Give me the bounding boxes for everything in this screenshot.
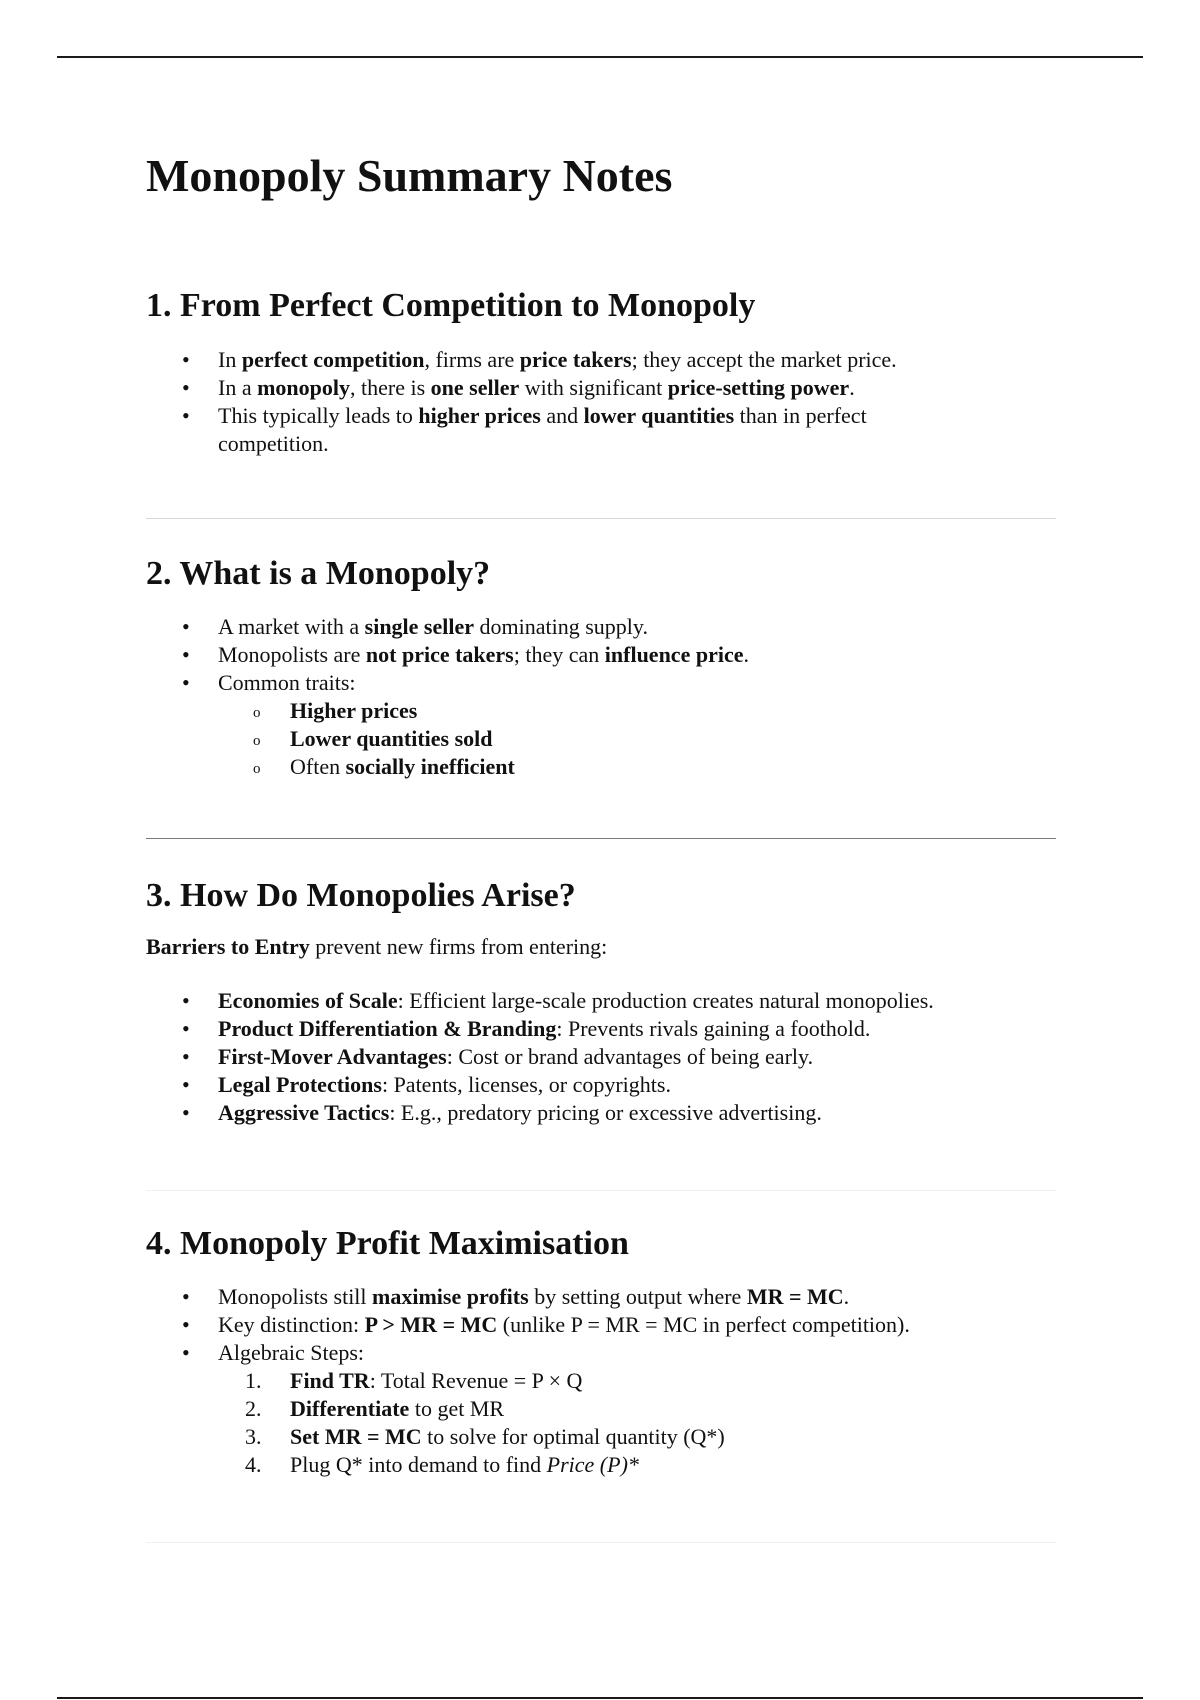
bullet-list: [146, 987, 1056, 1127]
list-item: • Common traits: o Higher prices o Lower quantities sold o Often socially inefficient: [146, 669, 1056, 781]
sub-list-item: o Higher prices: [218, 697, 1056, 725]
list-item: • Algebraic Steps: 1. Find TR: Total Revenue = P × Q 2. Differentiate to get MR 3. Set MR = MC to solve for optimal quantity (Q*) 4. Plug Q* into demand to find Price (P)*: [146, 1339, 1056, 1479]
numbered-list-item: 2. Differentiate to get MR: [245, 1396, 505, 1421]
list-item: • In perfect competition, firms are price takers; they accept the market price.: [146, 346, 1056, 374]
bullet-list: [146, 1283, 1056, 1479]
bullet-list: [146, 346, 1056, 458]
numbered-list-item: 1. Find TR: Total Revenue = P × Q: [245, 1368, 583, 1393]
list-item: • In a monopoly, there is one seller with significant price-setting power.: [146, 374, 1056, 402]
numbered-list-item: 4. Plug Q* into demand to find Price (P)*: [245, 1452, 639, 1477]
list-item: • Legal Protections: Patents, licenses, or copyrights.: [146, 1071, 1056, 1099]
list-item: • Product Differentiation & Branding: Prevents rivals gaining a foothold.: [146, 1015, 1056, 1043]
page-bottom-rule: [57, 1697, 1143, 1699]
numbered-list: [218, 1367, 1056, 1479]
section-what-is-monopoly: [146, 554, 1056, 781]
section-divider: [146, 518, 1056, 519]
list-item: • This typically leads to higher prices and lower quantities than in perfect competition.: [146, 402, 1056, 458]
list-item: • A market with a single seller dominating supply.: [146, 613, 1056, 641]
bullet-list: [146, 613, 1056, 781]
sub-list-item: o Often socially inefficient: [218, 753, 1056, 781]
page-title: Monopoly Summary Notes: [146, 150, 673, 201]
page-top-rule: [57, 56, 1143, 58]
list-item: • Aggressive Tactics: E.g., predatory pricing or excessive advertising.: [146, 1099, 1056, 1127]
section-perfect-competition: [146, 286, 1056, 458]
section-profit-maximisation: [146, 1224, 1056, 1479]
numbered-list-item: 3. Set MR = MC to solve for optimal quantity (Q*): [245, 1424, 725, 1449]
sub-list-item: o Lower quantities sold: [218, 725, 1056, 753]
section-heading: 2. What is a Monopoly?: [146, 555, 491, 592]
section-divider: [146, 1190, 1056, 1191]
section-how-monopolies-arise: [146, 876, 1056, 1127]
section-heading: 4. Monopoly Profit Maximisation: [146, 1225, 629, 1262]
section-heading: 1. From Perfect Competition to Monopoly: [146, 287, 756, 324]
section-intro: Barriers to Entry prevent new firms from entering:: [146, 934, 608, 959]
sub-list: [218, 697, 1056, 781]
list-item: • First-Mover Advantages: Cost or brand advantages of being early.: [146, 1043, 1056, 1071]
section-divider: [146, 838, 1056, 839]
list-item: • Economies of Scale: Efficient large-scale production creates natural monopolies.: [146, 987, 1056, 1015]
list-item: • Monopolists are not price takers; they can influence price.: [146, 641, 1056, 669]
section-divider: [146, 1542, 1056, 1543]
section-heading: 3. How Do Monopolies Arise?: [146, 877, 576, 914]
list-item: • Monopolists still maximise profits by setting output where MR = MC.: [146, 1283, 1056, 1311]
list-item: • Key distinction: P > MR = MC (unlike P = MR = MC in perfect competition).: [146, 1311, 1056, 1339]
